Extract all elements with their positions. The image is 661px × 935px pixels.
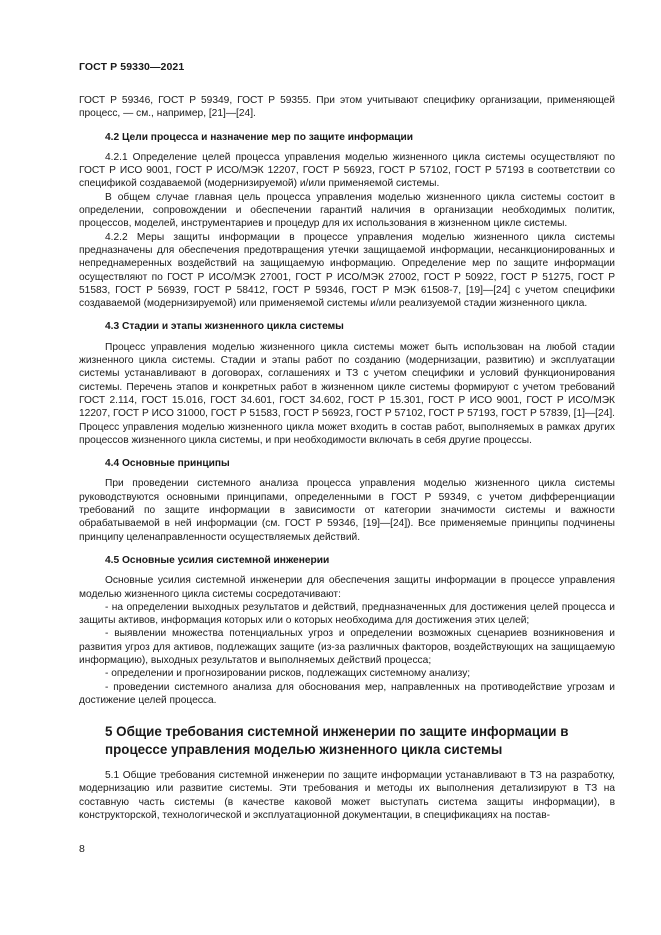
paragraph: 4.2.1 Определение целей процесса управления моделью жизненного цикла системы осуществляют по ГОСТ Р ИСО 9001, ГОСТ Р ИСО/МЭК 12207, ГОСТ Р 56923, ГОСТ Р 57102, ГОСТ Р 57193 в соответствии со спецификой создаваемой (модернизируемой) и/или применяемой системы.: [79, 151, 615, 190]
paragraph: При проведении системного анализа процесса управления моделью жизненного цикла системы руководствуются основными принципами, определенными в ГОСТ Р 59349, с учетом дифференциации требований по защите информации в зависимости от категории значимости системы и важности обрабатываемой в ней информации (см. ГОСТ Р 59346, [19]—[24]). Все применяемые принципы подчинены принципу целенаправленности осуществляемых действий.: [79, 478, 615, 543]
paragraph: Процесс управления моделью жизненного цикла системы может быть использован на любой стадии жизненного цикла системы. Стадии и этапы работ по созданию (модернизации, развитию) и эксплуатации системы устанавливают в договорах, соглашениях и ТЗ с учетом специфики и условий функционирования системы. Перечень этапов и конкретных работ в жизненном цикле системы формируют с учетом требований ГОСТ 2.114, ГОСТ 15.016, ГОСТ 34.601, ГОСТ 34.602, ГОСТ Р 15.301, ГОСТ Р ИСО 9001, ГОСТ Р ИСО/МЭК 12207, ГОСТ Р ИСО 31000, ГОСТ Р 51583, ГОСТ Р 56923, ГОСТ Р 57102, ГОСТ Р 57193, ГОСТ Р 57839, [1]—[24]. Процесс управления моделью жизненного цикла может входить в состав работ, выполняемых в рамках других процессов жизненного цикла системы, и при необходимости включать в себя другие процессы.: [79, 341, 615, 446]
section-heading-5: 5 Общие требования системной инженерии по защите информации в процессе управления моделью жизненного цикла системы: [105, 724, 569, 757]
list-item: - определении и прогнозировании рисков, подлежащих системному анализу;: [105, 668, 471, 680]
list-item: - на определении выходных результатов и действий, предназначенных для достижения целей процесса и защиты активов, информация которых или о которых необходима для достижения этих целей;: [79, 601, 615, 627]
paragraph: 4.2.2 Меры защиты информации в процессе управления моделью жизненного цикла системы предназначены для обеспечения предотвращения утечки защищаемой информации, несанкционированных и непреднамеренных воздействий на защищаемую информацию. Определение мер по защите информации осуществляют по ГОСТ Р ИСО/МЭК 27001, ГОСТ Р ИСО/МЭК 27002, ГОСТ Р 50922, ГОСТ Р 51275, ГОСТ Р 51583, ГОСТ Р 56939, ГОСТ Р 58412, ГОСТ Р 59346, ГОСТ Р МЭК 61508-7, [19]—[24] с учетом специфики создаваемой (модернизируемой) или применяемой системы и/или реализуемой стадии жизненного цикла.: [79, 231, 615, 310]
paragraph: Основные усилия системной инженерии для обеспечения защиты информации в процессе управления моделью жизненного цикла системы сосредотачивают:: [79, 575, 615, 600]
document-body: [79, 94, 615, 822]
section-heading-4-4: 4.4 Основные принципы: [105, 458, 230, 470]
paragraph: В общем случае главная цель процесса управления моделью жизненного цикла системы состоит в определении, сопровождении и обеспечении гарантий наличия в организации необходимых политик, процессов, моделей, инструментариев и процедур для их использования в жизненном цикле системы.: [79, 191, 615, 230]
list-item: - выявлении множества потенциальных угроз и определении возможных сценариев возникновения и развития угроз для активов, подлежащих защите (из-за различных факторов, воздействующих на защищаемую информацию), выходных результатов и выполняемых действий процесса;: [79, 628, 615, 666]
section-heading-4-3: 4.3 Стадии и этапы жизненного цикла системы: [105, 321, 344, 333]
section-heading-4-2: 4.2 Цели процесса и назначение мер по защите информации: [105, 131, 414, 143]
paragraph: ГОСТ Р 59346, ГОСТ Р 59349, ГОСТ Р 59355. При этом учитывают специфику организации, применяющей процесс, — см., например, [21]—[24].: [79, 95, 615, 120]
paragraph: 5.1 Общие требования системной инженерии по защите информации устанавливают в ТЗ на разработку, модернизацию или развитие системы. Эти требования и методы их выполнения детализируют в ТЗ на составную часть системы (в качестве каковой может выступать система защиты информации), в конструкторской, технологической и эксплуатационной документации, в спецификациях на постав-: [79, 770, 615, 822]
section-heading-4-5: 4.5 Основные усилия системной инженерии: [105, 554, 330, 566]
page-number: 8: [79, 843, 85, 855]
document-header: ГОСТ Р 59330—2021: [79, 61, 185, 73]
list-item: - проведении системного анализа для обоснования мер, направленных на противодействие угрозам и достижение целей процесса.: [79, 681, 615, 706]
